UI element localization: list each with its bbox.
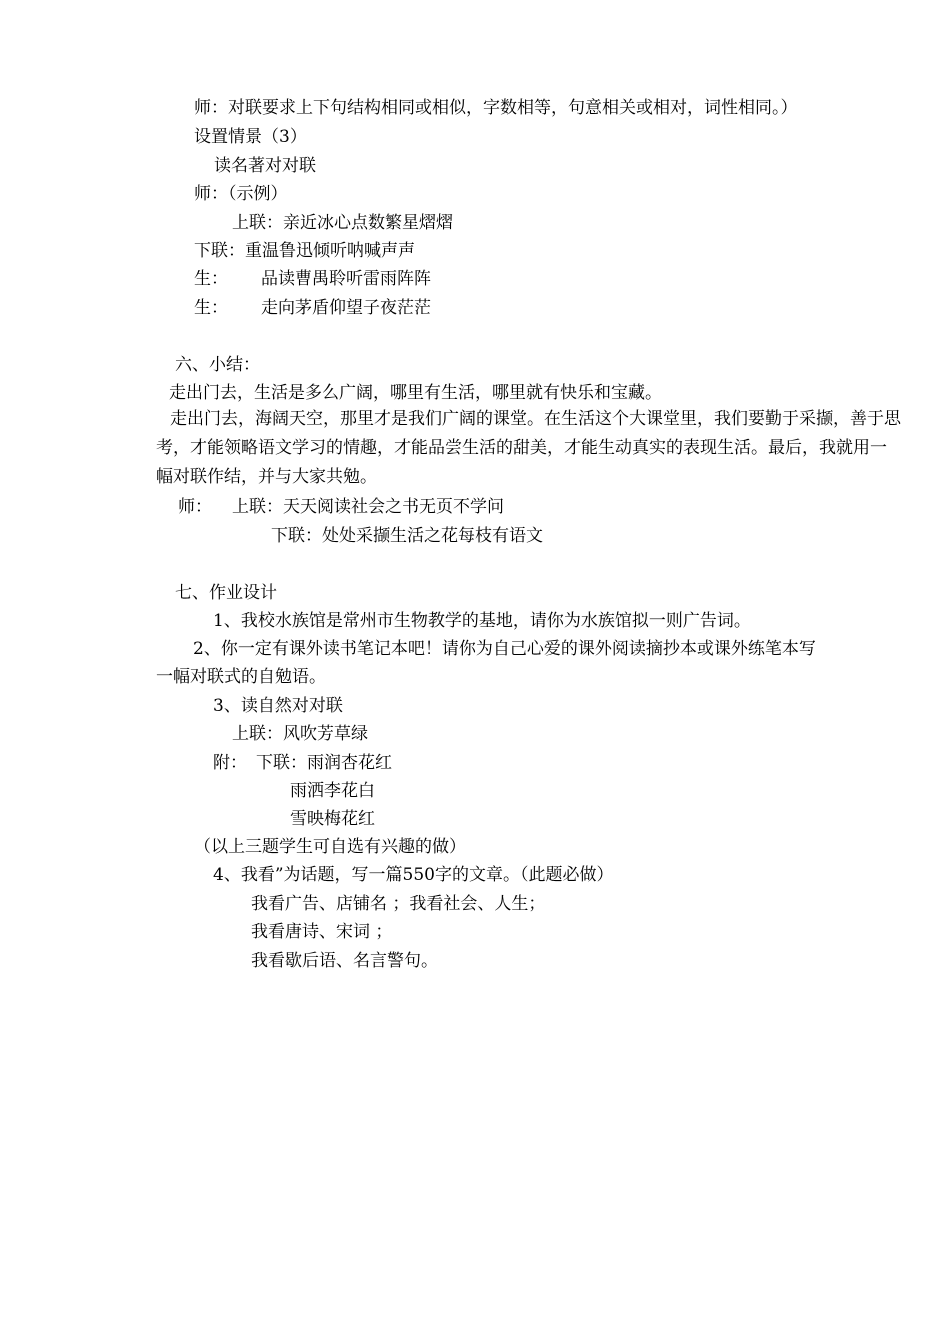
homework-item-3-upper: 上联：风吹芳草绿 (232, 724, 368, 744)
closing-teacher-prefix: 师： (178, 497, 212, 517)
example-upper-couplet: 上联：亲近冰心点数繁星熠熠 (232, 213, 453, 233)
homework-item-3-attach-prefix: 附： (213, 753, 247, 773)
example-lower-couplet: 下联：重温鲁迅倾听呐喊声声 (194, 241, 415, 261)
summary-heading: 六、小结： (175, 355, 260, 375)
homework-item-4-sub-2: 我看唐诗、宋词 ； (251, 922, 393, 942)
homework-item-4: 4、我看”为话题，写一篇550字的文章。（此题必做） (213, 865, 614, 885)
homework-item-2-line-1: 2、你一定有课外读书笔记本吧！请你为自己心爱的课外阅读摘抄本或课外练笔本写 (193, 639, 816, 659)
homework-item-3: 3、读自然对对联 (213, 696, 343, 716)
summary-line-1: 走出门去，生活是多么广阔，哪里有生活，哪里就有快乐和宝藏。 (169, 383, 662, 403)
closing-upper-couplet: 上联：天天阅读社会之书无页不学问 (232, 497, 504, 517)
homework-item-4-sub-1: 我看广告、店铺名 ；我看社会、人生； (251, 894, 546, 914)
homework-item-3-lower: 下联：雨润杏花红 (256, 753, 392, 773)
homework-item-1: 1、我校水族馆是常州市生物教学的基地，请你为水族馆拟一则广告词。 (213, 611, 751, 631)
homework-item-3-alt-2: 雪映梅花红 (290, 809, 375, 829)
closing-lower-couplet: 下联：处处采撷生活之花每枝有语文 (271, 526, 543, 546)
student-2-couplet: 走向茅盾仰望子夜茫茫 (261, 298, 431, 318)
summary-paragraph: 走出门去，海阔天空，那里才是我们广阔的课堂。在生活这个大课堂里，我们要勤于采撷，善于思考，才能领略语文学习的情趣，才能品尝生活的甜美，才能生动真实的表现生活。最后，我就用一幅对联作结，并与大家共勉。 (156, 409, 901, 487)
teacher-note: 师：对联要求上下句结构相同或相似，字数相等，句意相关或相对，词性相同。） (194, 98, 798, 118)
student-1-prefix: 生： (194, 269, 228, 289)
homework-item-3-alt-1: 雨洒李花白 (290, 781, 375, 801)
student-2-prefix: 生： (194, 298, 228, 318)
scenario-title: 设置情景（3） (194, 127, 307, 147)
student-1-couplet: 品读曹禺聆听雷雨阵阵 (261, 269, 431, 289)
homework-item-4-sub-3: 我看歇后语、名言警句。 (251, 951, 438, 971)
teacher-example-label: 师：（示例） (194, 184, 288, 204)
homework-heading: 七、作业设计 (175, 583, 277, 603)
homework-item-2-line-2: 一幅对联式的自勉语。 (156, 667, 326, 687)
scenario-subtitle: 读名著对对联 (214, 156, 316, 176)
homework-optional-note: （以上三题学生可自选有兴趣的做） (194, 837, 466, 857)
